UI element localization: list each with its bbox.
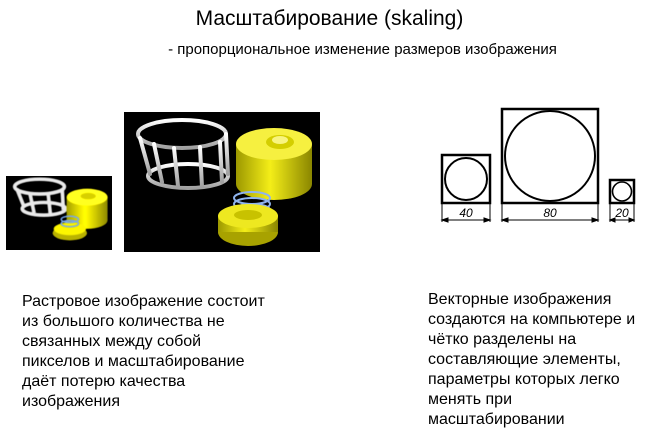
dimension-label-80: 80 <box>543 206 557 220</box>
raster-illustration-small <box>6 176 112 250</box>
dimension-label-40: 40 <box>459 206 473 220</box>
vector-shape-40 <box>442 155 490 203</box>
dimension-label-20: 20 <box>615 206 629 220</box>
vector-description-line: менять при <box>428 391 513 408</box>
raster-image-large <box>124 112 320 252</box>
vector-description <box>428 290 635 430</box>
slide-title: Масштабирование (skaling) <box>195 7 464 30</box>
raster-illustration-large <box>124 112 320 252</box>
vector-description-line: составляющие элементы, <box>428 351 621 368</box>
slide-subtitle: - пропорциональное изменение размеров изображения <box>168 41 557 58</box>
vector-description-line: масштабировании <box>428 411 565 428</box>
raster-image-small <box>6 176 112 250</box>
raster-description-line: пикселов и масштабирование <box>22 353 245 370</box>
vector-description-line: создаются на компьютере и <box>428 311 636 328</box>
raster-description-line: связанных между собой <box>22 333 202 350</box>
raster-description-line: из большого количества не <box>22 313 225 330</box>
vector-shape-80 <box>502 109 598 203</box>
raster-description <box>22 292 265 412</box>
vector-description-line: параметры которых легко <box>428 371 620 388</box>
raster-description-line: даёт потерю качества <box>22 373 186 390</box>
vector-diagram <box>438 106 648 230</box>
raster-description-line: Растровое изображение состоит <box>22 293 265 310</box>
vector-description-line: Векторные изображения <box>428 291 612 308</box>
vector-description-line: чётко разделены на <box>428 331 577 348</box>
raster-description-line: изображения <box>22 393 120 410</box>
vector-shape-20 <box>610 180 634 203</box>
